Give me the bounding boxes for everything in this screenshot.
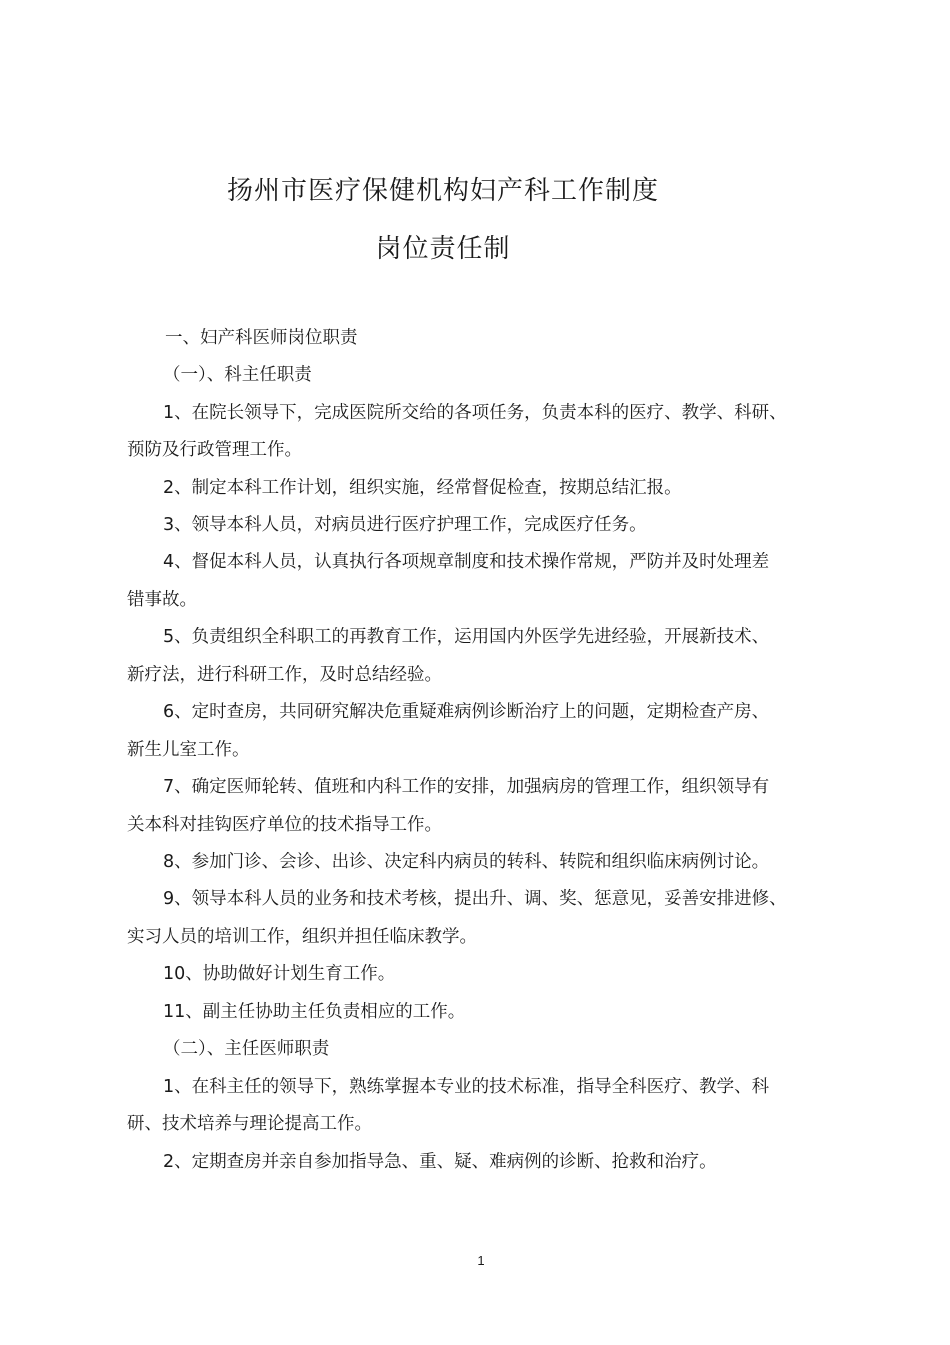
paragraph-line: 1、在科主任的领导下，熟练掌握本专业的技术标准，指导全科医疗、教学、科 xyxy=(163,1077,770,1097)
paragraph-line: 研、技术培养与理论提高工作。 xyxy=(127,1114,372,1134)
paragraph-line: 5、负责组织全科职工的再教育工作，运用国内外医学先进经验，开展新技术、 xyxy=(163,627,770,647)
paragraph-line: 11、副主任协助主任负责相应的工作。 xyxy=(163,1002,466,1022)
paragraph-line: 实习人员的培训工作，组织并担任临床教学。 xyxy=(127,927,477,947)
paragraph-line: 关本科对挂钩医疗单位的技术指导工作。 xyxy=(127,815,442,835)
section-heading: 一、妇产科医师岗位职责 xyxy=(165,328,358,348)
paragraph-line: 6、定时查房，共同研究解决危重疑难病例诊断治疗上的问题，定期检查产房、 xyxy=(163,702,770,722)
page-number: 1 xyxy=(477,1253,485,1268)
document-subtitle: 岗位责任制 xyxy=(375,234,511,264)
paragraph-line: 9、领导本科人员的业务和技术考核，提出升、调、奖、惩意见，妥善安排进修、 xyxy=(163,889,787,909)
paragraph-line: 8、参加门诊、会诊、出诊、决定科内病员的转科、转院和组织临床病例讨论。 xyxy=(163,852,770,872)
paragraph-line: 4、督促本科人员，认真执行各项规章制度和技术操作常规，严防并及时处理差 xyxy=(163,552,770,572)
paragraph-line: 预防及行政管理工作。 xyxy=(127,440,302,460)
paragraph-line: 1、在院长领导下，完成医院所交给的各项任务，负责本科的医疗、教学、科研、 xyxy=(163,403,787,423)
paragraph-line: 2、制定本科工作计划，组织实施，经常督促检查，按期总结汇报。 xyxy=(163,478,682,498)
document-title: 扬州市医疗保健机构妇产科工作制度 xyxy=(226,176,659,206)
paragraph-line: 错事故。 xyxy=(127,590,197,610)
subsection-heading: （一）、科主任职责 xyxy=(163,365,312,385)
paragraph-line: 新疗法，进行科研工作，及时总结经验。 xyxy=(127,665,442,685)
paragraph-line: 2、定期查房并亲自参加指导急、重、疑、难病例的诊断、抢救和治疗。 xyxy=(163,1152,717,1172)
paragraph-line: 10、协助做好计划生育工作。 xyxy=(163,964,396,984)
subsection-heading: （二）、主任医师职责 xyxy=(163,1039,330,1059)
paragraph-line: 新生儿室工作。 xyxy=(127,740,250,760)
paragraph-line: 7、确定医师轮转、值班和内科工作的安排，加强病房的管理工作，组织领导有 xyxy=(163,777,770,797)
paragraph-line: 3、领导本科人员，对病员进行医疗护理工作，完成医疗任务。 xyxy=(163,515,647,535)
